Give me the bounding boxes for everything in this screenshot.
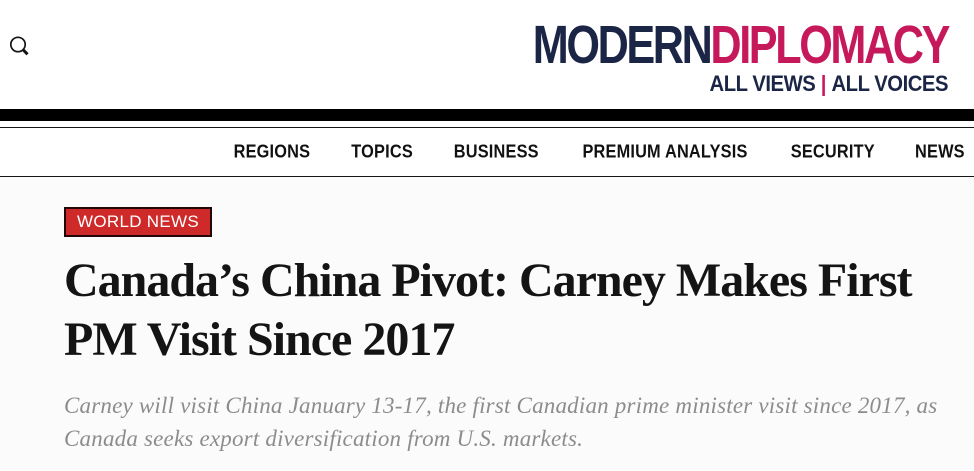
site-logo[interactable] (429, 15, 948, 96)
tagline-separator: | (820, 71, 826, 96)
nav-item-premium-analysis[interactable]: PREMIUM ANALYSIS (582, 141, 748, 162)
nav-item-topics[interactable]: TOPICS (351, 141, 413, 162)
logo-wordmark-modern: MODERN (532, 15, 711, 75)
category-badge[interactable]: WORLD NEWS (64, 207, 212, 237)
nav-item-security[interactable]: SECURITY (790, 141, 875, 162)
article-title: Canada’s China Pivot: Carney Makes First PM Visit Since 2017 (64, 254, 912, 366)
header-divider-bar (0, 109, 974, 121)
search-icon (8, 35, 32, 59)
main-nav (0, 127, 974, 177)
site-header (0, 0, 974, 109)
nav-item-business[interactable]: BUSINESS (453, 141, 539, 162)
logo-wordmark-diplomacy: DIPLOMACY (710, 15, 948, 75)
tagline-all-voices: ALL VOICES (831, 71, 948, 96)
search-button[interactable] (8, 34, 34, 60)
logo-tagline (471, 73, 948, 95)
logo-wordmark (532, 15, 948, 75)
article-main (0, 177, 974, 470)
nav-item-news[interactable]: NEWS (915, 141, 965, 162)
tagline-all-views: ALL VIEWS (709, 71, 816, 96)
article-subtitle: Carney will visit China January 13-17, the first Canadian prime minister visit since 2017, as Canada seeks export diversification from U.S. markets. (64, 393, 938, 451)
nav-item-regions[interactable]: REGIONS (233, 141, 311, 162)
